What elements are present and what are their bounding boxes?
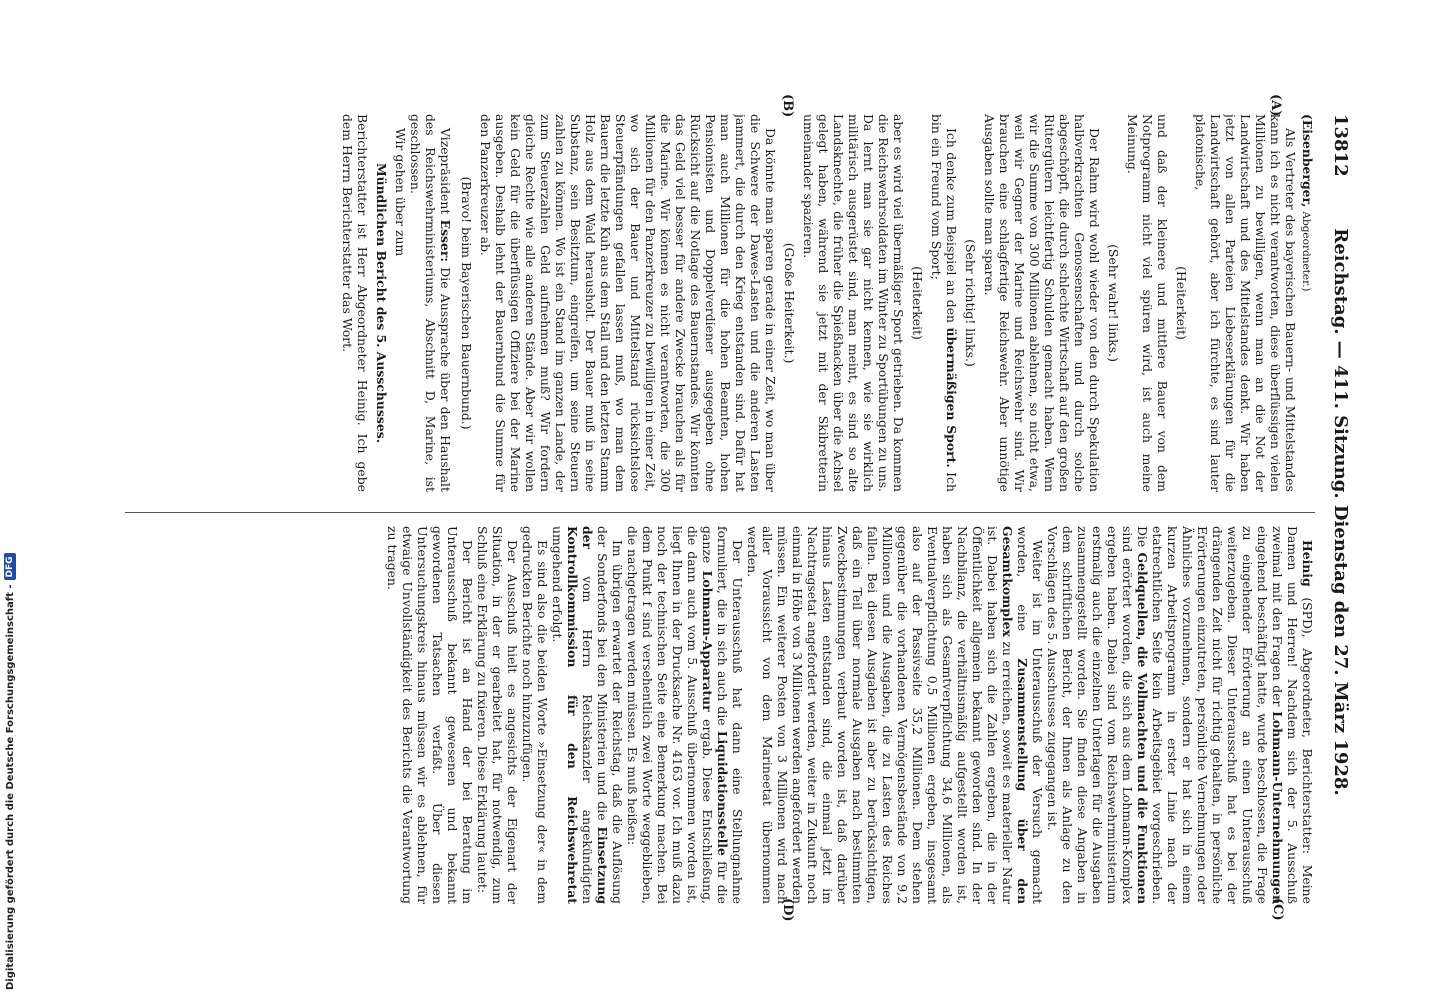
page-header: [1321, 108, 1355, 916]
paragraph: aber es wird viel übermäßiger Sport getrieben. Da kommen die Reichswehrsoldaten im Winter zu Sportübungen zu uns. Da lernt man sie gar nicht kennen, wie sie wirklich militärisch ausgerüstet sind, man meint, es sind so alte Landsknechte, die früher die Spießhacken über die Achsel gelegt haben, während sie jetzt mit der Skibretterin umeinander spazieren.: [801, 114, 906, 492]
digitization-footer: [4, 0, 16, 990]
paragraph: Heinig (SPD), Abgeordneter, Berichterstatter: Meine Damen und Herren! Nachdem sich der 5. Ausschuß zweimal mit den Fragen der Lohmann-Unternehmungen eingehend beschäftigt hatte, wurde beschlossen, die Frage zu eingehender Erörterung an einen Unterausschuß weiterzugeben. Dieser Unterausschuß hat es bei der drängenden Zeit nicht für richtig gehalten, in persönliche Erörterungen einzutreten, persönliche Vernehmungen oder Ähnliches vorzunehmen, sondern er hat sich in einem kurzen Arbeitsprogramm in erster Linie nach der etatrechtlichen Seite kein Arbeitsgebiet vorgeschrieben. Die Geldquellen, die Vollmachten und die Funktionen sind erörtert worden, die sich aus dem Lohmann-Komplex ergeben haben. Dabei sind vom Reichswehrministerium erstmalig auch die einzelnen Unterlagen für die Ausgaben zusammengestellt worden. Sie finden diese Angaben in dem schriftlichen Bericht, der Ihnen als Anlage zu den Vorschlägen des 5. Ausschusses zugegangen ist.: [1045, 526, 1315, 904]
paragraph: und daß der kleinere und mittlere Bauer von dem Notprogramm nicht viel spüren wird, ist auch meine Meinung.: [1125, 114, 1170, 492]
margin-marker-b: (B): [780, 94, 795, 118]
paragraph: Der Ausschuß hielt es angesichts der Eigenart der Situation, in der er gearbeitet hat, für notwendig, zum Schluß eine Erklärung zu fixieren. Diese Erklärung lautet:: [475, 526, 520, 904]
paragraph: Berichterstatter ist Herr Abgeordneter Heinig. Ich gebe dem Herrn Berichterstatter das Wort.: [340, 114, 370, 492]
left-column: [125, 114, 1315, 492]
reaction: (Große Heiterkeit.): [782, 242, 797, 364]
paragraph: Wir gehen über zum: [393, 128, 408, 257]
reaction: (Bravo! beim Bayerischen Bauernbund.): [459, 176, 474, 430]
right-column: [125, 526, 1315, 904]
paragraph: Der Unterausschuß hat dann eine Stellungnahme formuliert, die in sich auch die Liquidationsstelle für die ganze Lohmann-Apparatur ergab. Diese Entschließung, die dann auch vom 5. Ausschuß übernommen worden ist, liegt Ihnen in der Drucksache Nr. 4163 vor. Ich muß dazu noch der technischen Seite eine Bemerkung machen. Bei dem Punkt f sind versehentlich zwei Worte weggeblieben, die nachgetragen werden müssen. Es muß heißen:: [625, 526, 745, 904]
paragraph: Es sind also die beiden Worte »Einsetzung der« in dem gedruckten Berichte noch hinzuzufügen.: [520, 526, 550, 904]
section-heading: Mündlichen Bericht des 5. Ausschusses.: [374, 162, 389, 444]
page-number: 13812: [1330, 114, 1351, 177]
margin-marker-a: (A): [1268, 94, 1283, 117]
page-title: Reichstag. — 411. Sitzung. Dienstag den 27. März 1928.: [1330, 228, 1351, 796]
paragraph: Ich denke zum Beispiel an den übermäßigen Sport. Ich bin ein Freund vom Sport;: [929, 114, 959, 492]
paragraph: Weiter ist im Unterausschuß der Versuch gemacht worden, eine Zusammenstellung über den Gesamtkomplex zu erreichen, soweit es materieller Natur ist. Dabei haben sich die Zahlen ergeben, die in der Öffentlichkeit allgemein bekannt geworden sind. In der Nachbilanz, die verhältnismäßig aufgestellt worden ist, haben sich als Gesamtverpflichtung 34,6 Millionen, als Eventualverpflichtung 0,5 Millionen ergeben, insgesamt also auf der Passivseite 35,2 Millionen. Dem stehen gegenüber die vorhandenen Vermögensbestände von 9,2 Millionen und die Ausgaben, die zu Lasten des Reiches fallen. Bei diesen Ausgaben ist aber zu berücksichtigen, daß ein Teil über normale Ausgaben nach bestimmten Zweckbestimmungen verbaut worden ist, daß darüber hinaus Lasten entstanden sind, die einmal jetzt im Nachtragsetat angefordert werden, weiter in Zukunft noch einmal in Höhe von 3 Millionen werden angefordert werden müssen. Ein weiterer Posten von 3 Millionen wird nach aller Voraussicht von dem Marineetat übernommen werden.: [745, 526, 1045, 904]
reaction: (Heiterkeit): [910, 266, 925, 340]
reaction: (Sehr wahr! links.): [1106, 244, 1121, 362]
reaction: (Sehr richtig! links.): [963, 239, 978, 367]
paragraph: Vizepräsident Esser: Die Aussprache über den Haushalt des Reichswehrministeriums, Abschnitt D, Marine, ist geschlossen.: [408, 114, 453, 492]
paragraph: Der Rahm wird wohl wieder von den durch Spekulation halbverkrachten Genossenschaften und durch solche abgeschöpft, die durch schlechte Wirtschaft auf den großen Rittergütern leichtfertig Schulden gemacht haben. Wenn wir die Summe von 300 Millionen ablehnen, so nicht etwa, weil wir Gegner der Marine und Reichswehr sind. Wir brauchen eine schlagfertige Reichswehr. Aber unnötige Ausgaben sollte man sparen.: [982, 114, 1102, 492]
paragraph: Da könnte man sparen gerade in einer Zeit, wo man über die Schwere der Dawes-Lasten und die anderen Lasten jammert, die durch den Krieg entstanden sind. Dafür hat man auch Millionen für die hohen Beamten, hohen Pensionisten und Doppelverdiener ausgegeben ohne Rücksicht auf die Notlage des Bauernstandes. Wir könnten das Geld viel besser für andere Zwecke brauchen als für die Marine. Wir können es nicht verantworten, die 300 Millionen für den Panzerkreuzer zu bewilligen in einer Zeit, wo sich der Bauer und Mittelstand rücksichtslose Steuerpfändungen gefallen lassen muß, wo man dem Bauern die letzte Kuh aus dem Stall und den letzten Stamm Holz aus dem Wald herausholt. Der Bauer muß in seine Substanz, sein Besitztum, eingreifen, um seine Steuern zahlen zu können. Wo ist ein Stand im ganzen Lande, der zum Steuerzahlen Geld aufnehmen muß? Wir fordern gleiche Rechte wie alle anderen Stände. Aber wir wollen kein Geld für die überflüssigen Offiziere bei der Marine ausgeben. Deshalb lehnt der Bauernbund die Summe für den Panzerkreuzer ab.: [478, 114, 778, 492]
reaction: (Heiterkeit): [1174, 266, 1189, 340]
dfg-logo: DFG: [4, 553, 16, 580]
footer-text: Digitalisierung gefördert durch die Deutsche Forschungsgemeinschaft -: [4, 584, 16, 990]
paragraph: Als Vertreter des bayerischen Bauern- und Mittelstandes kann ich es nicht verantworten, diese überflüssigen vielen Millionen zu bewilligen, wenn man an die Not der Landwirtschaft und des Mittelstandes denkt. Wir haben jetzt von allen Parteien Liebeserklärungen für die Landwirtschaft gehört, aber ich fürchte, es sind lauter platonische,: [1193, 114, 1298, 492]
newspaper-page: [125, 94, 1355, 922]
quoted-paragraph: Im übrigen erwartet der Reichstag, daß die Auflösung der Sonderfonds bei den Ministerien und die Einsetzung der vom Herrn Reichskanzler angekündigten Kontrollkommission für den Reichswehretat umgehend erfolgt.: [550, 526, 625, 904]
margin-marker-d: (D): [780, 898, 795, 922]
column-divider: [125, 512, 1315, 513]
quoted-paragraph: Der Bericht ist an Hand der bei Beratung im Unterausschuß bekannt gewesenen und bekannt gewordenen Tatsachen verfaßt. Über diesen Untersuchungskreis hinaus müssen wir es ablehnen, für etwaige Unvollständigkeit des Berichts die Verantwortung zu tragen.: [385, 526, 475, 904]
speaker-line: (Eisenberger, Abgeordneter.): [1300, 114, 1315, 292]
margin-marker-c: (C): [1270, 898, 1285, 921]
